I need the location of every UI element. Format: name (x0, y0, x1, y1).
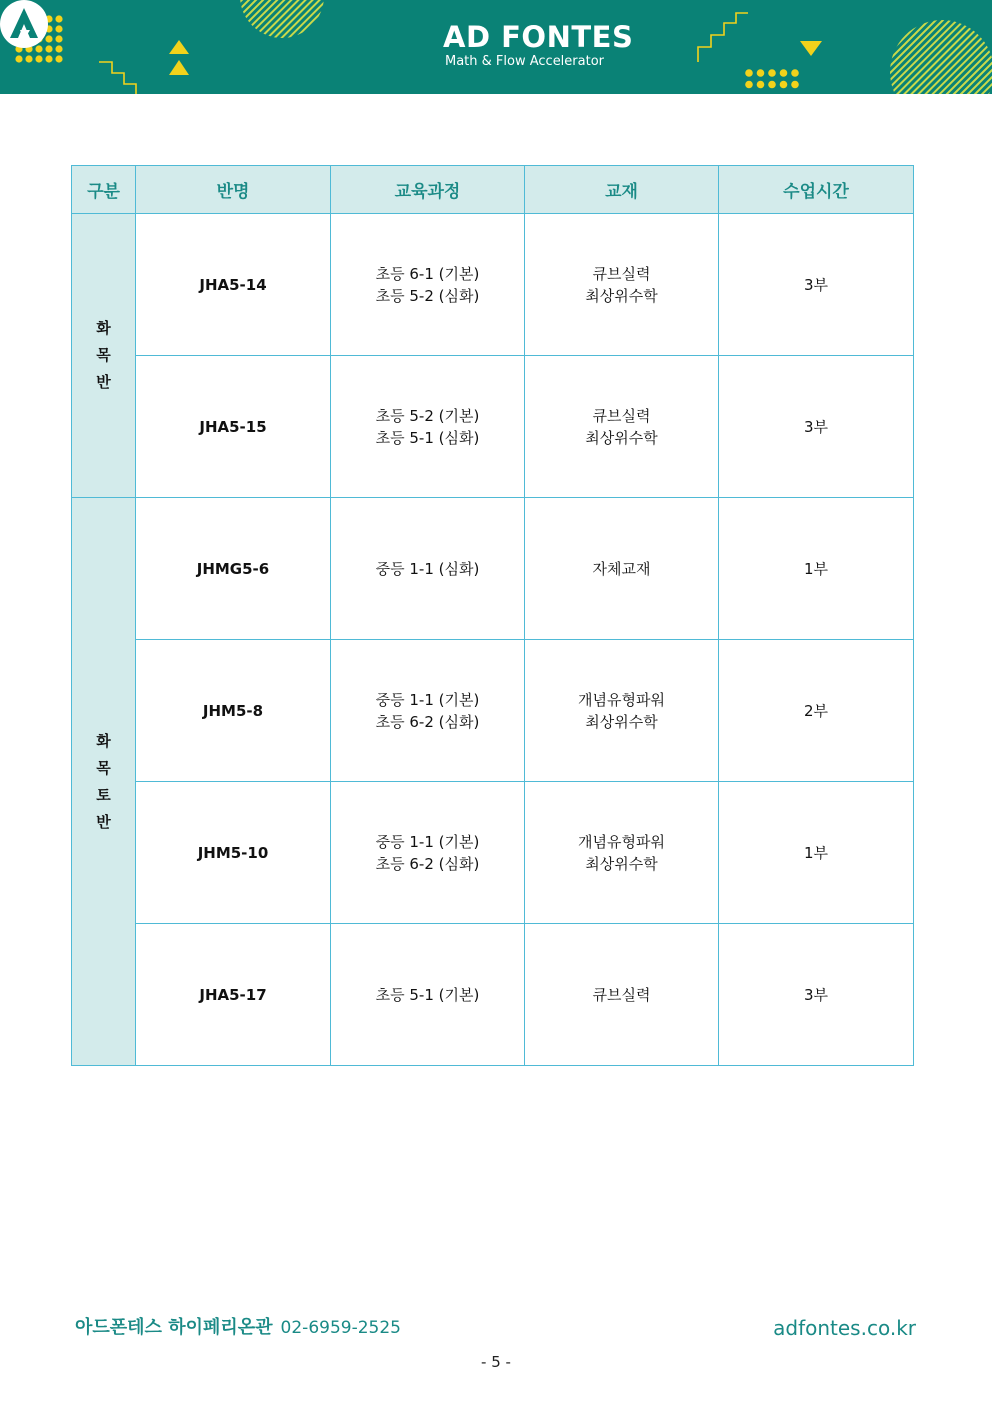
class-name-cell: JHM5-8 (136, 640, 331, 782)
class-name-cell: JHA5-15 (136, 356, 331, 498)
curriculum-line: 초등 5-1 (기본) (375, 985, 480, 1004)
curriculum-line: 중등 1-1 (기본) (375, 690, 480, 709)
group-label (72, 498, 136, 1066)
curriculum-line: 중등 1-1 (심화) (375, 559, 480, 578)
textbook-line: 자체교재 (592, 559, 651, 578)
footer-contact (75, 1316, 401, 1340)
brand-name: AD FONTES (443, 20, 634, 54)
class-time-cell: 2부 (719, 640, 914, 782)
footer-academy-name: 아드폰테스 하이페리온관 (75, 1317, 273, 1338)
curriculum-cell (331, 356, 525, 498)
column-header-textbook: 교재 (525, 166, 719, 214)
curriculum-line: 초등 5-2 (심화) (375, 286, 480, 305)
curriculum-line: 초등 6-2 (심화) (375, 854, 480, 873)
column-header-curriculum: 교육과정 (331, 166, 525, 214)
textbook-line: 최상위수학 (585, 286, 658, 305)
class-schedule-table (71, 165, 914, 1066)
table-body (72, 214, 914, 1066)
textbook-cell (525, 214, 719, 356)
group-label-char: 화 (96, 731, 111, 750)
table-row (72, 214, 914, 356)
textbook-line: 큐브실력 (592, 264, 651, 283)
curriculum-line: 초등 6-1 (기본) (375, 264, 480, 283)
class-time-cell: 3부 (719, 356, 914, 498)
group-label-char: 반 (96, 812, 111, 831)
class-name-cell: JHMG5-6 (136, 498, 331, 640)
group-label (72, 214, 136, 498)
table-header-row (72, 166, 914, 214)
column-header-class-time: 수업시간 (719, 166, 914, 214)
ad-fontes-logo-icon (0, 0, 48, 48)
class-time-cell: 3부 (719, 924, 914, 1066)
table-row (72, 782, 914, 924)
textbook-line: 최상위수학 (585, 428, 658, 447)
table-row (72, 498, 914, 640)
curriculum-cell (331, 214, 525, 356)
table-row (72, 356, 914, 498)
footer-website[interactable]: adfontes.co.kr (773, 1316, 916, 1340)
curriculum-cell (331, 782, 525, 924)
group-label-char: 반 (96, 373, 111, 391)
page-number: - 5 - (481, 1353, 511, 1371)
header-banner (0, 0, 992, 94)
textbook-line: 개념유형파워 (578, 832, 665, 851)
footer-phone: 02-6959-2525 (280, 1318, 401, 1338)
class-name-cell: JHM5-10 (136, 782, 331, 924)
brand-tagline: Math & Flow Accelerator (445, 54, 605, 69)
curriculum-line: 중등 1-1 (기본) (375, 832, 480, 851)
table-row (72, 924, 914, 1066)
textbook-line: 최상위수학 (585, 712, 658, 731)
table-row (72, 640, 914, 782)
column-header-division: 구분 (72, 166, 136, 214)
class-time-cell: 3부 (719, 214, 914, 356)
textbook-line: 큐브실력 (592, 406, 651, 425)
textbook-cell (525, 640, 719, 782)
class-time-cell: 1부 (719, 782, 914, 924)
column-header-class-name: 반명 (136, 166, 331, 214)
textbook-line: 최상위수학 (585, 854, 658, 873)
textbook-cell (525, 356, 719, 498)
group-label-char: 토 (96, 785, 111, 804)
group-label-char: 화 (96, 319, 111, 337)
textbook-cell (525, 782, 719, 924)
curriculum-line: 초등 6-2 (심화) (375, 712, 480, 731)
class-time-cell: 1부 (719, 498, 914, 640)
curriculum-cell (331, 640, 525, 782)
textbook-cell (525, 924, 719, 1066)
curriculum-line: 초등 5-1 (심화) (375, 428, 480, 447)
group-label-char: 목 (96, 346, 111, 364)
textbook-line: 큐브실력 (592, 985, 651, 1004)
curriculum-cell (331, 498, 525, 640)
class-name-cell: JHA5-17 (136, 924, 331, 1066)
class-name-cell: JHA5-14 (136, 214, 331, 356)
textbook-line: 개념유형파워 (578, 690, 665, 709)
group-label-char: 목 (96, 758, 111, 777)
curriculum-line: 초등 5-2 (기본) (375, 406, 480, 425)
curriculum-cell (331, 924, 525, 1066)
textbook-cell (525, 498, 719, 640)
